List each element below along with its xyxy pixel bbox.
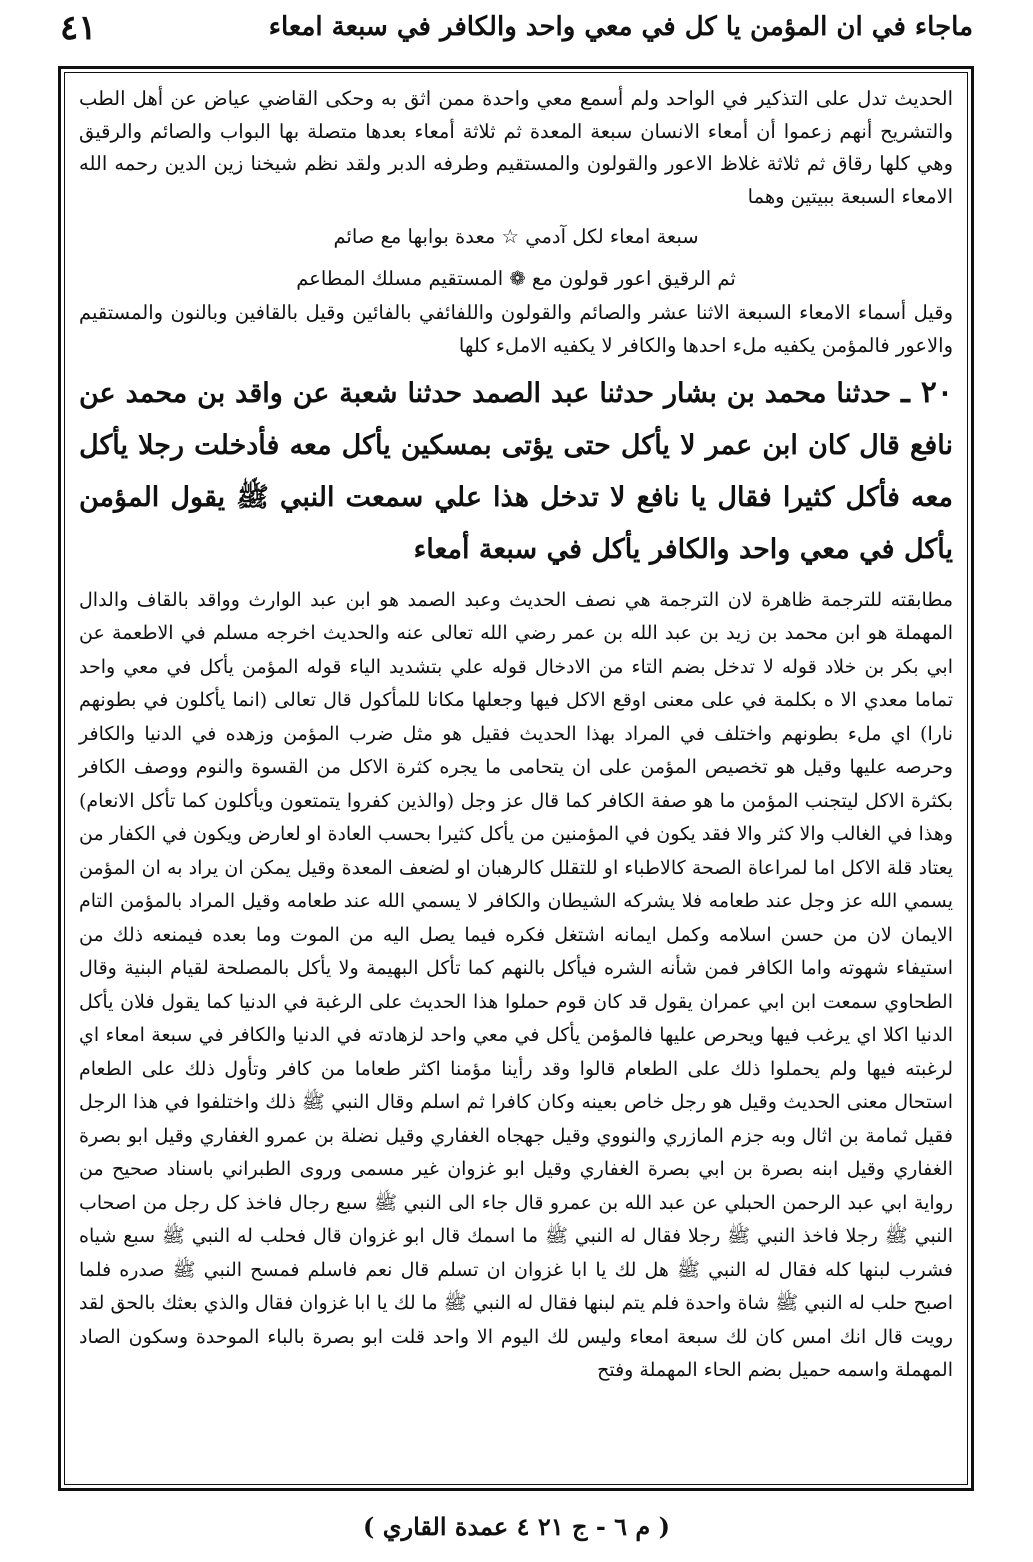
page-number: ٤١ <box>60 8 97 48</box>
hadith-number: ٢٠ ـ <box>901 374 954 410</box>
intro-paragraph: الحديث تدل على التذكير في الواحد ولم أسمع معي واحدة ممن اثق به وحكى القاضي عياض عن أهل الطب والتشريح أنهم زعموا أن أمعاء الانسان سبعة المعدة ثم ثلاثة أمعاء بعدها متصلة بها البواب والصائم والرقيق وهي كلها رقاق ثم ثلاثة غلاظ الاعور والقولون والمستقيم وطرفه الدبر ولقد نظم شيخنا زين الدين رحمه الله الامعاء السبعة ببيتين وهما <box>79 87 953 208</box>
hadith-text <box>79 367 953 576</box>
main-text <box>79 83 953 1388</box>
commentary-paragraph: مطابقته للترجمة ظاهرة لان الترجمة هي نصف الحديث وعبد الصمد هو ابن عبد الوارث وواقد بالقاف والدال المهملة هو ابن محمد بن زيد بن عبد الله بن عمر رضي الله تعالى عنه والحديث اخرجه مسلم في الاطعمة عن ابي بكر بن خلاد قوله لا تدخل بضم التاء من الادخال قوله علي بتشديد الياء قوله المؤمن يأكل في معي واحد تماما معدي الا ه بكلمة في على معنى اوقع الاكل فيها وجعلها مكانا للمأكول قال تعالى (انما يأكلون في بطونهم نارا) اي ملء بطونهم واختلف في المراد بهذا الحديث فقيل هو مثل ضرب المؤمن وزهده في الدنيا والكافر وحرصه عليها وقيل هو تخصيص المؤمن على ان يتحامى ما يجره كثرة الاكل من القسوة والنوم ووصف الكافر بكثرة الاكل ليتجنب المؤمن ما هو صفة الكافر كما قال عز وجل (والذين كفروا يتمتعون ويأكلون كما تأكل الانعام) وهذا في الغالب والا كثر والا فقد يكون في المؤمنين من يأكل كثيرا بحسب العادة او لعارض ويكون في الكفار من يعتاد قلة الاكل اما لمراعاة الصحة كالاطباء او للتقلل كالرهبان او لضعف المعدة وقيل يمكن ان يراد به ان المؤمن يسمي الله عز وجل عند طعامه فلا يشركه الشيطان والكافر لا يسمي الله عند طعامه وقيل المراد بالمؤمن التام الايمان لان من حسن اسلامه وكمل ايمانه اشتغل فكره فيما يصل اليه من الموت وما بعده فيمنعه ذلك من استيفاء شهوته واما الكافر فمن شأنه الشره فيأكل بالنهم كما تأكل البهيمة ولا يأكل بالمصلحة لقيام البنية وقال الطحاوي سمعت ابن ابي عمران يقول قد كان قوم حملوا هذا الحديث على الرغبة في الدنيا كما يقول فلان يأكل الدنيا اكلا اي يرغب فيها ويحرص عليها فالمؤمن يأكل في معي واحد لزهادته في الدنيا والكافر في سبعة امعاء اي لرغبته فيها ولم يحملوا ذلك على الطعام قالوا وقد رأينا مؤمنا اكثر طعاما من كافر وتأول ذلك على الطعام استحال معنى الحديث وقيل هو رجل خاص بعينه وكان كافرا ثم اسلم وقال النبي ﷺ ذلك واختلفوا في هذا الرجل فقيل ثمامة بن اثال وبه جزم المازري والنووي وقيل جهجاه الغفاري وقيل نضلة بن عمرو الغفاري وقيل ابو بصرة الغفاري وقيل ابنه بصرة بن ابي بصرة الغفاري وقيل ابو غزوان غير مسمى وروى الطبراني باسناد صحيح من رواية ابي عبد الرحمن الحبلي عن عبد الله بن عمرو قال جاء الى النبي ﷺ سبع رجال فاخذ كل رجل من اصحاب النبي ﷺ رجلا فاخذ النبي ﷺ رجلا فقال له النبي ﷺ ما اسمك قال ابو غزوان قال فحلب له النبي ﷺ سبع شياه فشرب لبنها كله فقال له النبي ﷺ هل لك يا ابا غزوان ان تسلم قال نعم فاسلم فمسح النبي ﷺ صدره فلما اصبح حلب له النبي ﷺ شاة واحدة فلم يتم لبنها فقال له النبي ﷺ ما لك يا ابا غزوان فقال والذي بعثك بالحق لقد رويت قال انك امس كان لك سبعة امعاء وليس لك اليوم الا واحد قلت ابو بصرة بالباء الموحدة وسكون الصاد المهملة واسمه حميل بضم الحاء المهملة وفتح <box>79 588 953 1382</box>
verse-line-1: سبعة امعاء لكل آدمي ☆ معدة بوابها مع صائم <box>333 225 699 249</box>
page-footer: ( م ٦ - ج ٢١ ٤ عمدة القاري ) <box>363 1512 670 1541</box>
text-frame <box>58 66 974 1491</box>
after-verse-paragraph: وقيل أسماء الامعاء السبعة الاثنا عشر والصائم والقولون واللفائفي بالفائين وقيل بالقافين وبالنون والمستقيم والاعور فالمؤمن يكفيه ملء احدها والكافر لا يكفيه الاملء كلها <box>79 301 953 357</box>
page-header <box>60 6 973 58</box>
chapter-title: ماجاء في ان المؤمن يا كل في معي واحد والكافر في سبعة امعاء <box>268 12 973 42</box>
hadith-body: حدثنا محمد بن بشار حدثنا عبد الصمد حدثنا شعبة عن واقد بن محمد عن نافع قال كان ابن عمر لا يأكل حتى يؤتى بمسكين يأكل معه فأدخلت رجلا يأكل معه فأكل كثيرا فقال يا نافع لا تدخل هذا علي سمعت النبي ﷺ يقول المؤمن يأكل في معي واحد والكافر يأكل في سبعة أمعاء <box>79 377 953 565</box>
verse-line-2: ثم الرقيق اعور قولون مع ❁ المستقيم مسلك المطاعم <box>296 267 736 291</box>
